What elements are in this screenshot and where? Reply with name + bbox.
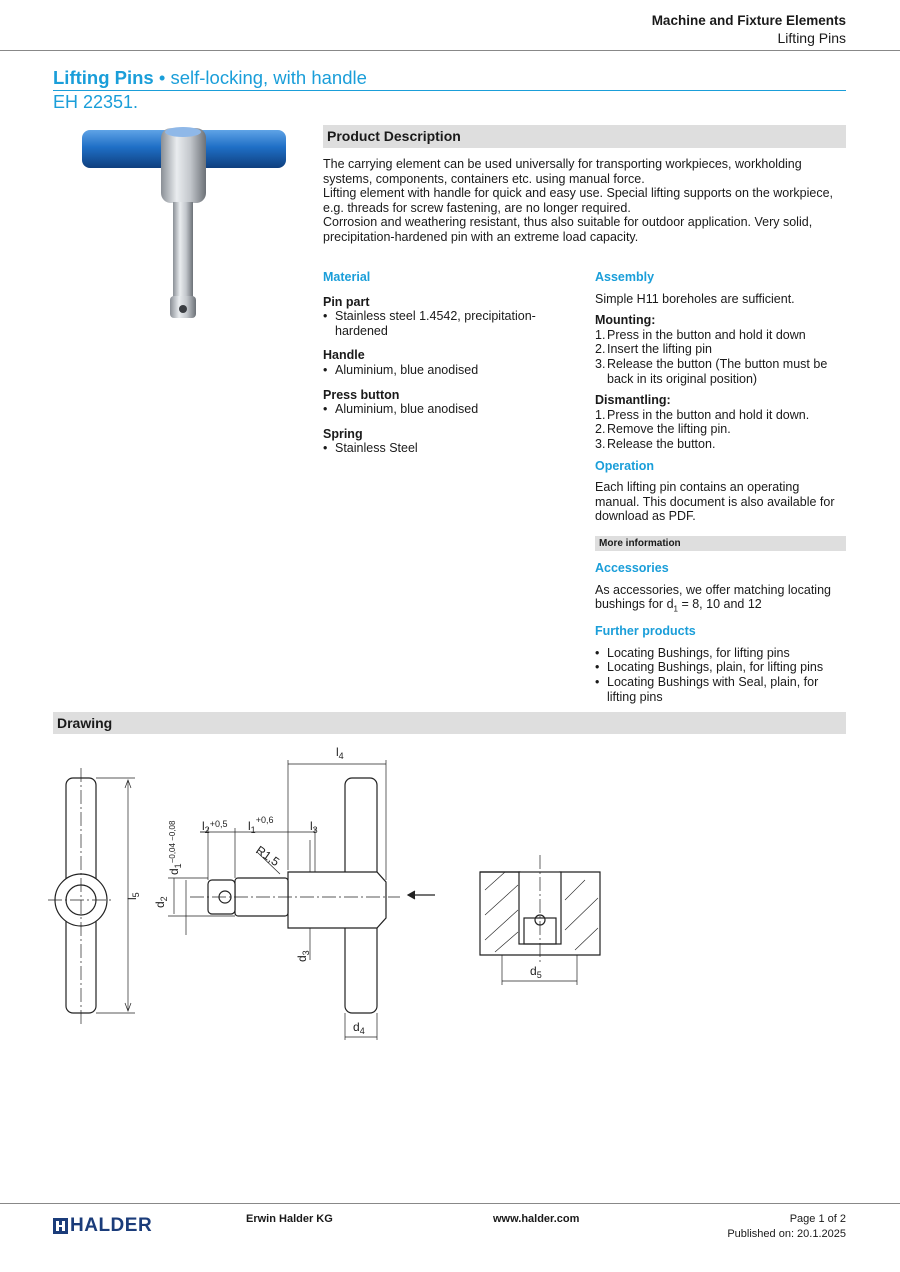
- pin-shaft: [173, 202, 193, 298]
- more-information-heading: More information: [595, 536, 846, 551]
- title-main: Lifting Pins: [53, 67, 154, 88]
- label-d4: $d_4$: [353, 1020, 365, 1036]
- header-subcategory: Lifting Pins: [777, 30, 846, 46]
- material-item: • Aluminium, blue anodised: [323, 363, 543, 378]
- material-item: • Aluminium, blue anodised: [323, 402, 543, 417]
- further-product-link[interactable]: • Locating Bushings, for lifting pins: [595, 646, 846, 661]
- mounting-step: 3. Release the button (The button must be back in its original position): [595, 356, 828, 386]
- material-item: • Stainless steel 1.4542, precipitation-hardened: [323, 309, 543, 338]
- locking-ball: [179, 305, 187, 313]
- material-label: Press button: [323, 387, 400, 402]
- product-code: EH 22351.: [53, 92, 139, 112]
- assembly-section: [595, 270, 846, 524]
- footer-page: Page 1 of 2: [789, 1213, 846, 1225]
- halder-logo[interactable]: [53, 1217, 152, 1235]
- side-view: [168, 760, 435, 1040]
- label-d5: $d_5$: [530, 964, 542, 980]
- accessories-text: As accessories, we offer matching locating bushings for $d_1 = 8$, 10 and 12: [595, 582, 831, 614]
- title-separator: •: [158, 67, 166, 88]
- label-l4: $l_4$: [336, 745, 344, 761]
- hub: [161, 128, 206, 203]
- footer-website[interactable]: www.halder.com: [493, 1213, 580, 1225]
- product-description-heading: Product Description: [323, 125, 846, 148]
- material-heading: Material: [323, 270, 371, 284]
- halder-logo-icon: [53, 1218, 68, 1234]
- footer-divider: [0, 1203, 900, 1204]
- label-d2: $d_2$: [153, 896, 169, 908]
- label-radius: R1,5: [253, 842, 283, 870]
- technical-drawing: [40, 740, 620, 1060]
- dismantling-step: 2. Remove the lifting pin.: [595, 422, 731, 437]
- description-paragraph: Lifting element with handle for quick and easy use. Special lifting supports on the workpiece, e.g. threads for screw fastening, are no longer required.: [323, 186, 834, 215]
- assembly-intro: Simple H11 boreholes are sufficient.: [595, 291, 795, 306]
- operation-heading: Operation: [595, 458, 655, 473]
- mounting-label: Mounting:: [595, 313, 656, 328]
- title-sub: self-locking, with handle: [170, 67, 367, 88]
- material-label: Spring: [323, 426, 363, 441]
- header-divider: [0, 50, 900, 51]
- label-l2: $l_2^{+0,5}$: [202, 819, 228, 835]
- accessories-heading: Accessories: [595, 561, 669, 575]
- accessories-section: [595, 561, 846, 704]
- header-category: Machine and Fixture Elements: [651, 13, 846, 28]
- title-divider: [53, 90, 846, 91]
- front-view: [48, 768, 135, 1025]
- mounting-step: 1. Press in the button and hold it down: [595, 327, 806, 342]
- label-l1: $l_1^{+0,6}$: [248, 815, 274, 835]
- assembly-heading: Assembly: [595, 270, 655, 284]
- operation-text: Each lifting pin contains an operating manual. This document is also available for download as PDF.: [595, 480, 835, 524]
- material-section: [323, 270, 543, 456]
- description-paragraph: Corrosion and weathering resistant, thus also suitable for outdoor application. Very solid, precipitation-hardened pin with an extreme load capacity.: [323, 215, 813, 244]
- material-label: Handle: [323, 348, 365, 363]
- product-photo: [78, 126, 294, 326]
- logo-text: HALDER: [70, 1215, 153, 1236]
- drawing-heading: Drawing: [53, 712, 846, 734]
- page-title: [53, 67, 367, 89]
- product-description: [323, 157, 845, 245]
- material-label: Pin part: [323, 294, 370, 309]
- press-button: [165, 127, 201, 137]
- further-product-link[interactable]: • Locating Bushings with Seal, plain, for lifting pins: [595, 675, 846, 704]
- footer-company: Erwin Halder KG: [246, 1213, 333, 1225]
- material-item: • Stainless Steel: [323, 441, 543, 456]
- label-d1: $d_1^{-0,04 -0,08}$: [167, 820, 183, 875]
- footer-published: Published on: 20.1.2025: [727, 1228, 846, 1240]
- further-products-heading: Further products: [595, 624, 696, 639]
- further-product-link[interactable]: • Locating Bushings, plain, for lifting pins: [595, 660, 846, 675]
- label-l5: $l_5$: [125, 892, 141, 900]
- dismantling-label: Dismantling:: [595, 393, 671, 408]
- label-d3: $d_3$: [295, 950, 311, 962]
- dismantling-step: 1. Press in the button and hold it down.: [595, 407, 810, 422]
- label-l3: $l_3$: [310, 819, 318, 835]
- dismantling-step: 3. Release the button.: [595, 436, 716, 451]
- bore-detail: [480, 855, 600, 985]
- description-paragraph: The carrying element can be used universally for transporting workpieces, workholding systems, components, containers etc. using manual force.: [323, 157, 802, 186]
- mounting-step: 2. Insert the lifting pin: [595, 342, 712, 357]
